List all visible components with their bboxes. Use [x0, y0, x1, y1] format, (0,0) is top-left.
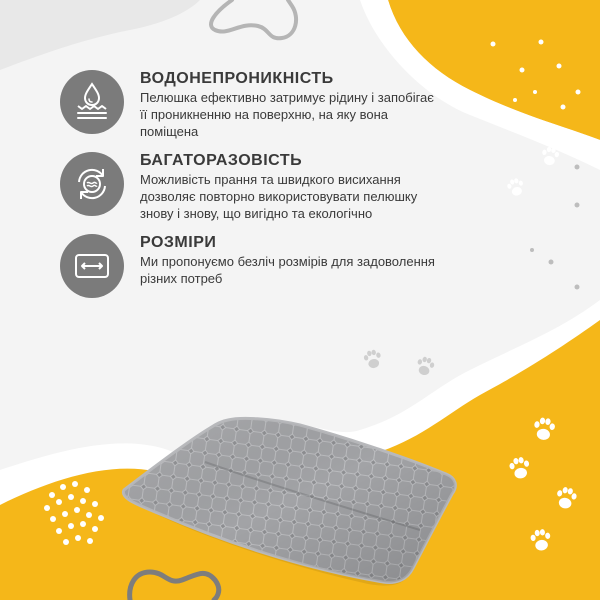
feature-description: Ми пропонуємо безліч розмірів для задоволення різних потреб: [140, 254, 435, 286]
feature-sizes: [60, 234, 580, 304]
water-drop-icon: [60, 70, 124, 134]
feature-title: БАГАТОРАЗОВІСТЬ: [140, 152, 303, 169]
feature-description: Пелюшка ефективно затримує рідину і запобігає її проникненню на поверхню, на яку вона поміщена: [140, 90, 434, 139]
feature-title: РОЗМІРИ: [140, 234, 217, 251]
feature-description: Можливість прання та швидкого висихання дозволяє повторно використовувати пелюшку знову і знову, що вигідно та екологічно: [140, 172, 418, 221]
size-arrows-icon: [60, 234, 124, 298]
feature-waterproof: [60, 70, 580, 140]
feature-title: ВОДОНЕПРОНИКНІСТЬ: [140, 70, 334, 87]
feature-reusable: [60, 152, 580, 222]
washing-icon: [60, 152, 124, 216]
